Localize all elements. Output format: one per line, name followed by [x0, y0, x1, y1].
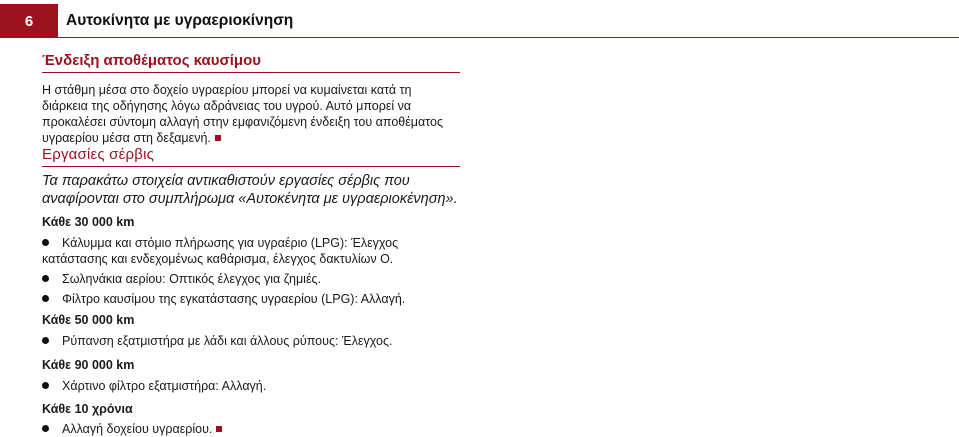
interval-list	[42, 378, 460, 394]
bullet-icon	[42, 239, 49, 246]
service-section	[42, 146, 460, 167]
section-heading-service: Εργασίες σέρβις	[42, 146, 460, 167]
interval-90000	[42, 358, 460, 394]
interval-title: Κάθε 30 000 km	[42, 215, 135, 229]
page-number: 6	[0, 4, 58, 38]
service-intro: Τα παρακάτω στοιχεία αντικαθιστούν εργασίες σέρβις που αναφίρονται στο συμπλήρωμα «Αυτοκένητα με υγραεριοκένηση».	[42, 173, 458, 207]
list-item: Κάλυμμα και στόμιο πλήρωσης για υγραέριο (LPG): Έλεγχος κατάστασης και ενδεχομένως καθάρισμα, έλεγχος δακτυλίων O.	[42, 236, 399, 266]
bullet-icon	[42, 382, 49, 389]
section-heading-fuel: Ένδειξη αποθέματος καυσίμου	[42, 52, 460, 73]
list-item: Αλλαγή δοχείου υγραερίου.	[42, 421, 460, 437]
interval-list	[42, 333, 460, 349]
interval-title: Κάθε 50 000 km	[42, 313, 135, 327]
interval-50000	[42, 313, 460, 349]
list-item: Χάρτινο φίλτρο εξατμιστήρα: Αλλαγή.	[42, 378, 460, 394]
service-intro-block	[42, 172, 460, 208]
interval-10-years	[42, 402, 460, 437]
list-item: Σωληνάκια αερίου: Οπτικός έλεγχος για ζημιές.	[42, 271, 460, 287]
interval-30000	[42, 215, 460, 307]
interval-list	[42, 235, 460, 307]
bullet-icon	[42, 425, 49, 432]
chapter-title: Αυτοκίνητα με υγραεριοκίνηση	[66, 12, 294, 29]
header-rule	[58, 37, 959, 38]
interval-title: Κάθε 90 000 km	[42, 358, 135, 372]
interval-list	[42, 421, 460, 437]
list-item: Ρύπανση εξατμιστήρα με λάδι και άλλους ρύπους: Έλεγχος.	[42, 333, 460, 349]
bullet-icon	[42, 337, 49, 344]
fuel-paragraph: Η στάθμη μέσα στο δοχείο υγραερίου μπορεί να κυμαίνεται κατά τη διάρκεια της οδήγησης λόγω αδράνειας του υγρού. Αυτό μπορεί να προκαλέσει σύντομη αλλαγή στην εμφανιζόμενη ένδειξη του αποθέματος υγραερίου μέσα στη δεξαμενή.	[42, 83, 443, 145]
page-header	[0, 0, 959, 40]
list-item: Φίλτρο καυσίμου της εγκατάστασης υγραερίου (LPG): Αλλαγή.	[42, 291, 460, 307]
end-mark-icon	[216, 426, 222, 432]
end-mark-icon	[215, 135, 221, 141]
bullet-icon	[42, 275, 49, 282]
bullet-icon	[42, 295, 49, 302]
interval-title: Κάθε 10 χρόνια	[42, 402, 133, 416]
fuel-paragraph-block	[42, 82, 460, 146]
fuel-section	[42, 52, 460, 73]
